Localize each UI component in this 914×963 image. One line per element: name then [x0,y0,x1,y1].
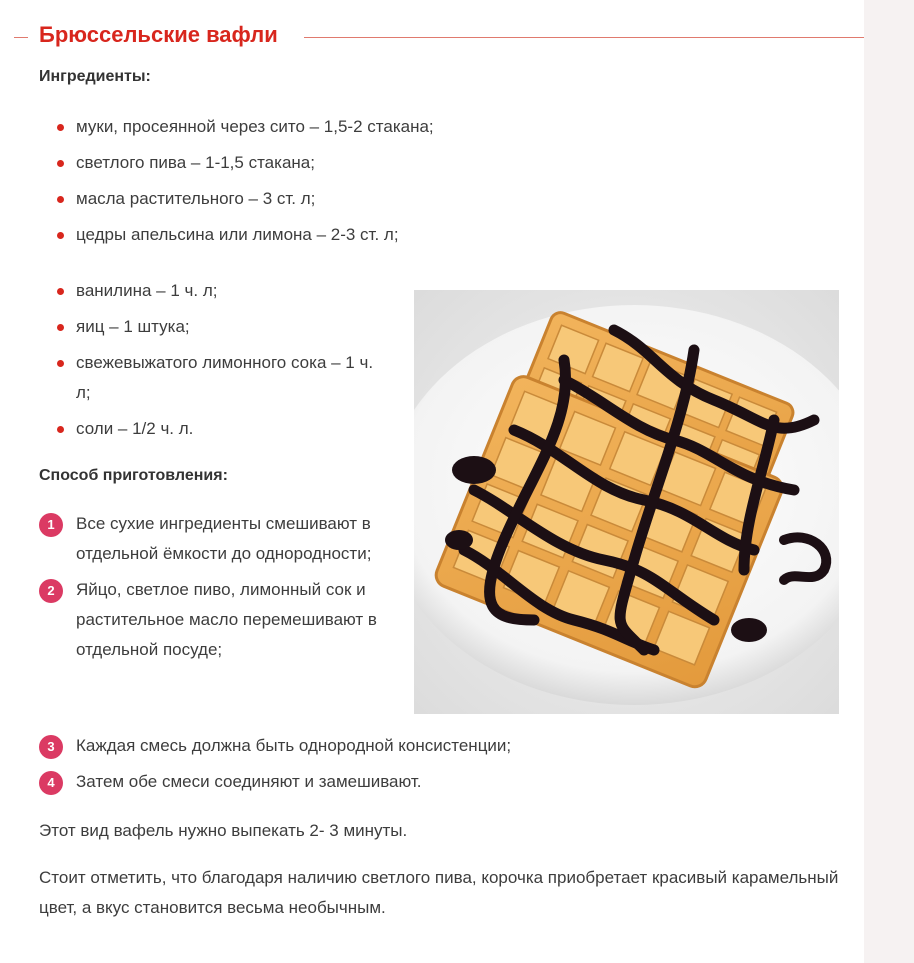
ingredients-heading: Ингредиенты: [39,68,151,85]
list-item: светлого пива – 1-1,5 стакана; [0,148,500,178]
steps-list-1 [0,509,390,671]
method-heading: Способ приготовления: [39,467,228,484]
step-number-badge: 3 [39,735,63,759]
waffles-image [414,290,839,714]
bullet-icon [57,360,64,367]
list-item: муки, просеянной через сито – 1,5-2 стакана; [0,112,500,142]
list-item: цедры апельсина или лимона – 2-3 ст. л; [0,220,500,250]
list-item: ванилина – 1 ч. л; [0,276,390,306]
bullet-icon [57,288,64,295]
list-item: свежевыжатого лимонного сока – 1 ч. л; [0,348,390,408]
ingredients-list-1 [0,112,500,256]
bullet-icon [57,160,64,167]
bullet-icon [57,426,64,433]
bullet-icon [57,232,64,239]
step-number-badge: 1 [39,513,63,537]
step-number-badge: 4 [39,771,63,795]
title-divider-right [304,37,864,38]
step-item: 2 Яйцо, светлое пиво, лимонный сок и растительное масло перемешивают в отдельной посуде; [0,575,390,665]
step-item: 1 Все сухие ингредиенты смешивают в отдельной ёмкости до однородности; [0,509,390,569]
step-item: 3 Каждая смесь должна быть однородной консистенции; [0,731,800,761]
list-item: соли – 1/2 ч. л. [0,414,390,444]
title-divider-left [14,37,28,38]
recipe-title: Брюссельские вафли [39,22,278,47]
paragraph-note: Стоит отметить, что благодаря наличию светлого пива, корочка приобретает красивый карамельный цвет, а вкус становится весьма необычным. [39,868,839,917]
bullet-icon [57,324,64,331]
waffles-photo [414,290,839,714]
paragraph-baking-time: Этот вид вафель нужно выпекать 2- 3 минуты. [39,821,408,840]
title-row [0,18,864,56]
ingredients-list-2 [0,276,390,450]
steps-list-2 [0,731,800,803]
list-item: яиц – 1 штука; [0,312,390,342]
list-item: масла растительного – 3 ст. л; [0,184,500,214]
step-number-badge: 2 [39,579,63,603]
bullet-icon [57,196,64,203]
bullet-icon [57,124,64,131]
step-item: 4 Затем обе смеси соединяют и замешивают. [0,767,800,797]
